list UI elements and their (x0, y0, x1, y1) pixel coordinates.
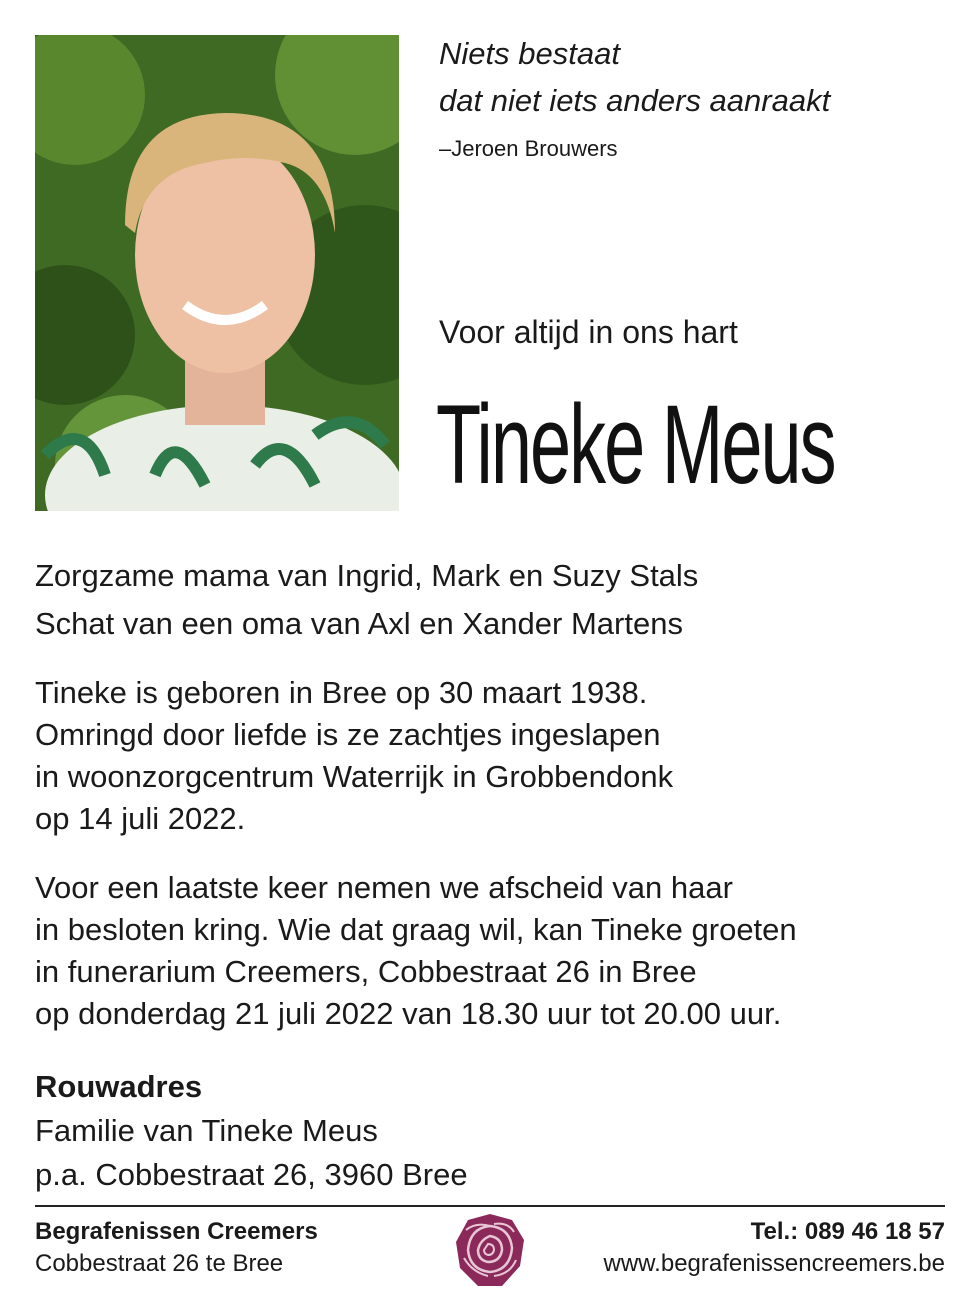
text-line: op donderdag 21 juli 2022 van 18.30 uur tot 20.00 uur. (35, 996, 782, 1031)
ceremony-paragraph (35, 867, 945, 1035)
company-address: Cobbestraat 26 te Bree (35, 1250, 284, 1277)
text-line: Tineke is geboren in Bree op 30 maart 1938. (35, 675, 648, 710)
text-line: Schat van een oma van Axl en Xander Martens (35, 606, 683, 641)
text-line: Zorgzame mama van Ingrid, Mark en Suzy Stals (35, 558, 699, 593)
text-line: op 14 juli 2022. (35, 801, 246, 836)
birth-paragraph (35, 672, 945, 840)
address-line: p.a. Cobbestraat 26, 3960 Bree (35, 1157, 468, 1192)
text-line: in besloten kring. Wie dat graag wil, kan Tineke groeten (35, 912, 797, 947)
address-line: Familie van Tineke Meus (35, 1113, 378, 1148)
company-name: Begrafenissen Creemers (35, 1218, 318, 1245)
text-line: in funerarium Creemers, Cobbestraat 26 in Bree (35, 954, 697, 989)
phone-number: Tel.: 089 46 18 57 (750, 1218, 945, 1245)
footer-divider (35, 1205, 945, 1207)
portrait-photo (35, 35, 399, 511)
text-line: in woonzorgcentrum Waterrijk in Grobbendonk (35, 759, 674, 794)
text-line: Omringd door liefde is ze zachtjes ingeslapen (35, 717, 661, 752)
quote-line: dat niet iets anders aanraakt (439, 83, 831, 118)
mourning-address (35, 1065, 945, 1197)
announcement-body (35, 552, 945, 1197)
website-link[interactable]: www.begrafenissencreemers.be (603, 1250, 945, 1277)
address-heading: Rouwadres (35, 1069, 203, 1104)
quote-author: –Jeroen Brouwers (439, 136, 618, 161)
rose-icon (452, 1210, 528, 1292)
family-paragraph (35, 552, 945, 648)
quote-line: Niets bestaat (439, 36, 620, 71)
text-line: Voor een laatste keer nemen we afscheid van haar (35, 870, 733, 905)
tagline: Voor altijd in ons hart (439, 314, 738, 350)
footer-contact (604, 1216, 946, 1280)
footer-company (35, 1216, 318, 1280)
quote-block (439, 30, 830, 162)
deceased-name: Tineke Meus (436, 382, 835, 507)
